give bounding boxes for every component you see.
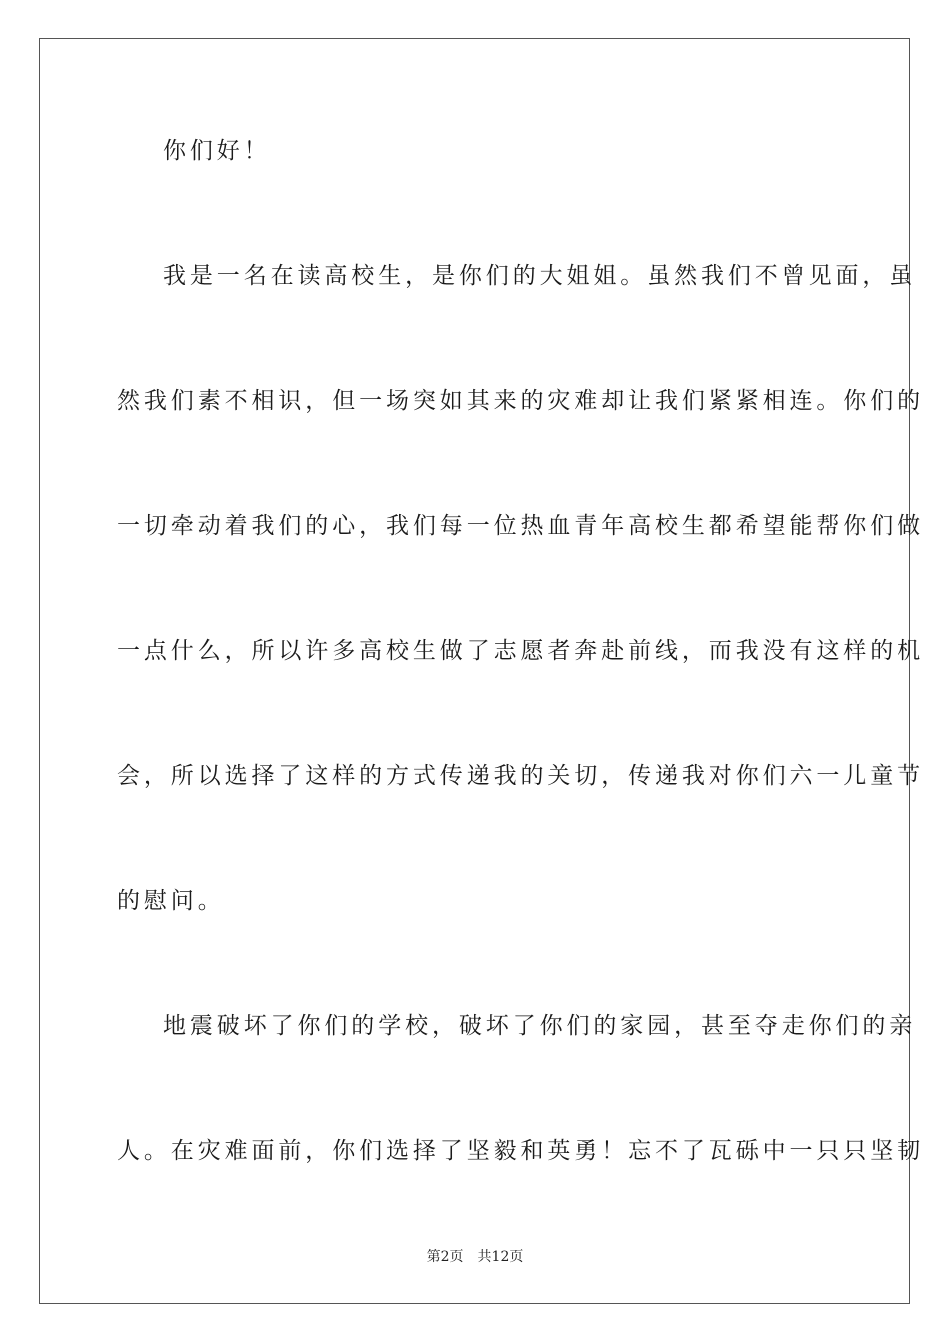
page-footer — [0, 1248, 950, 1266]
text-line: 的慰问。 — [117, 888, 225, 914]
text-line: 然我们素不相识，但一场突如其来的灾难却让我们紧紧相连。你们的 — [117, 388, 924, 414]
text-line: 一点什么，所以许多高校生做了志愿者奔赴前线，而我没有这样的机 — [117, 638, 924, 664]
text-line: 人。在灾难面前，你们选择了坚毅和英勇！忘不了瓦砾中一只只坚韧 — [117, 1138, 924, 1164]
page-border — [39, 38, 924, 1304]
greeting-line: 你们好！ — [163, 138, 271, 164]
text-line: 地震破坏了你们的学校，破坏了你们的家园，甚至夺走你们的亲 — [163, 1013, 917, 1039]
page-total: 共12页 — [477, 1249, 524, 1265]
text-line: 一切牵动着我们的心，我们每一位热血青年高校生都希望能帮你们做 — [117, 513, 924, 539]
text-line: 我是一名在读高校生，是你们的大姐姐。虽然我们不曾见面，虽 — [163, 263, 917, 289]
page-number: 第2页 — [426, 1249, 464, 1265]
text-line: 会，所以选择了这样的方式传递我的关切，传递我对你们六一儿童节 — [117, 763, 924, 789]
